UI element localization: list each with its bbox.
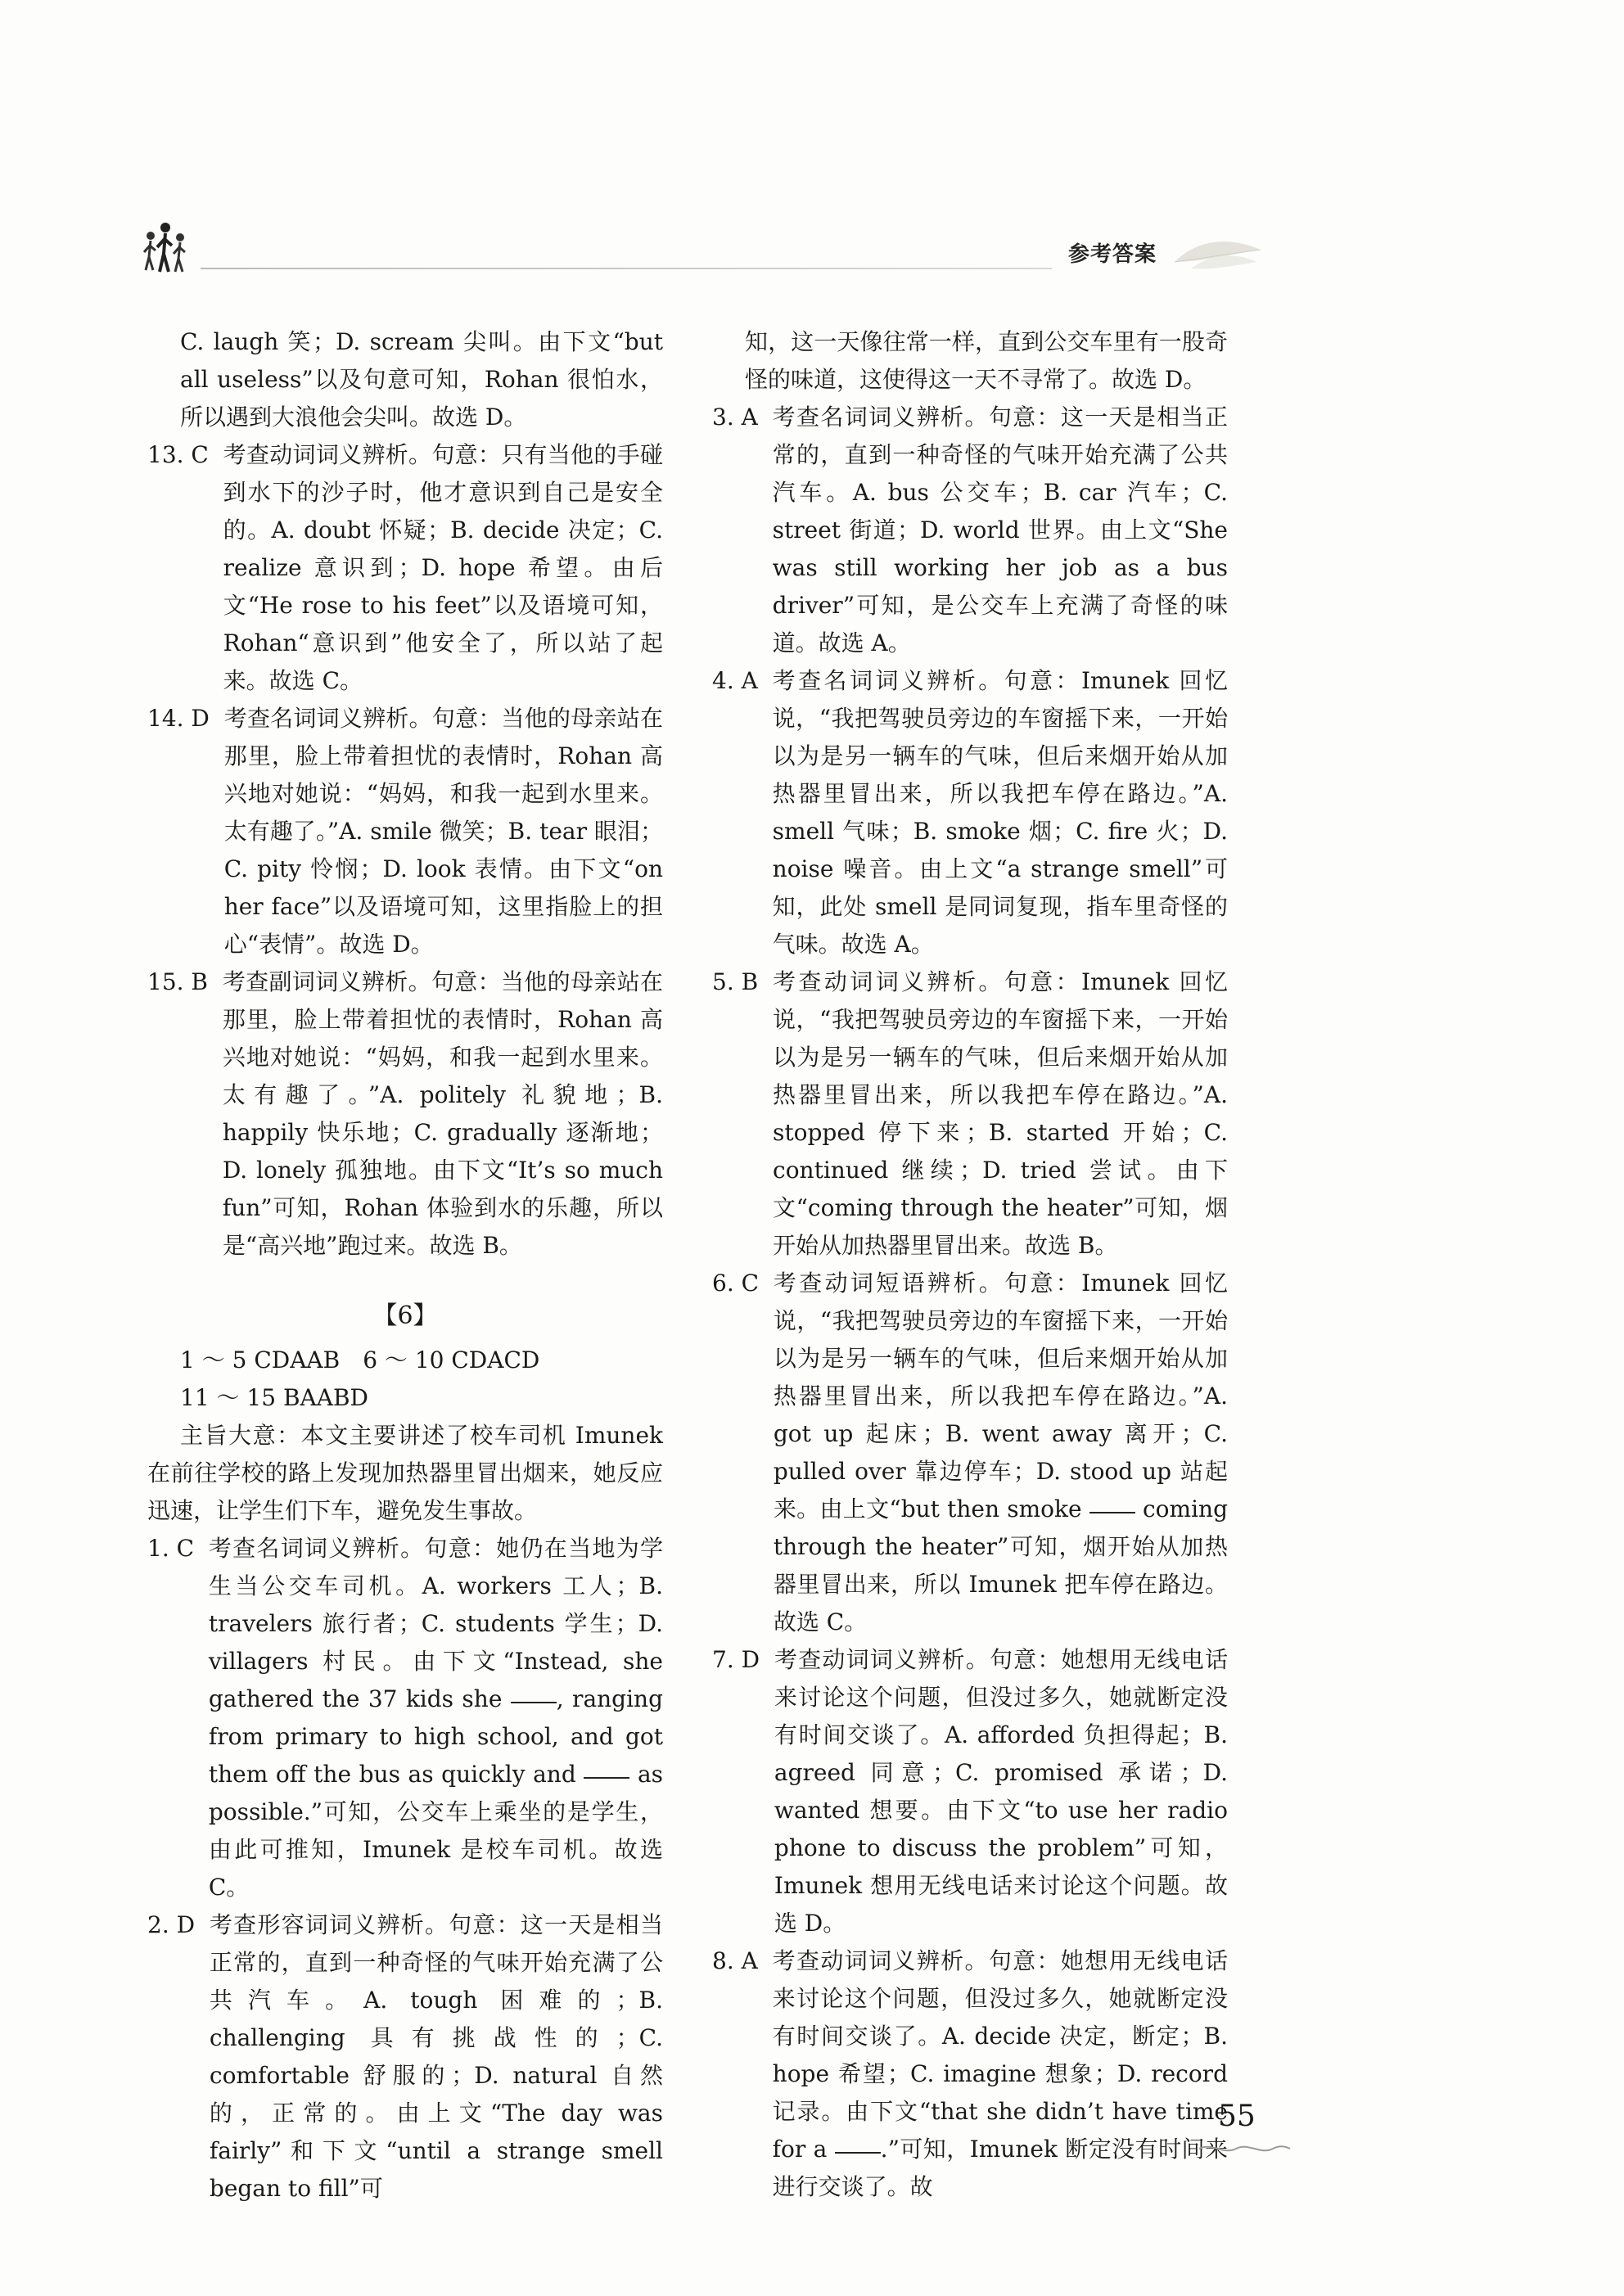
- header-rule: [201, 268, 1052, 269]
- answer-explanation: 考查动词词义辨析。句意：Imunek 回忆说，“我把驾驶员旁边的车窗摇下来，一开始以为是另一辆车的气味，但后来烟开始从加热器里冒出来，所以我把车停在路边。”A. stopped 停下来；B. started 开始；C. continued 继续；D. tried 尝试。由下文“coming through the heater”可知，烟开始从加热器里冒出来。故选 B。: [773, 968, 1228, 1259]
- summary-text: 主旨大意：本文主要讲述了校车司机 Imunek 在前往学校的路上发现加热器里冒出烟来，她反应迅速，让学生们下车，避免发生事故。: [147, 1422, 663, 1524]
- answer-number: 7. D: [712, 1646, 760, 1673]
- answer-explanation: 考查动词词义辨析。句意：她想用无线电话来讨论这个问题，但没过多久，她就断定没有时间交谈了。A. afforded 负担得起；B. agreed 同意；C. promised 承诺；D. wanted 想要。由下文“to use her radio phone to discuss the problem”可知，Imunek 想用无线电话来讨论这个问题。故选 D。: [774, 1646, 1228, 1937]
- answer-explanation: 考查形容词词义辨析。句意：这一天是相当正常的，直到一种奇怪的气味开始充满了公共汽车。A. tough 困难的；B. challenging 具有挑战性的；C. comfortable 舒服的；D. natural 自然的，正常的。由上文“The day was fairly”和下文“until a strange smell began to fill”可: [209, 1911, 663, 2202]
- answer-explanation: [209, 1530, 663, 1906]
- answer-number: 14. D: [147, 705, 210, 732]
- answer-number: 13. C: [147, 441, 209, 468]
- answer-item-4: [712, 662, 1228, 963]
- answer-key-line-2: 11 ～ 15 BAABD: [180, 1384, 369, 1411]
- answer-explanation: 考查名词词义辨析。句意：这一天是相当正常的，直到一种奇怪的气味开始充满了公共汽车。A. bus 公交车；B. car 汽车；C. street 街道；D. world 世界。由上文“She was still working her job as a bus driver”可知，是公交车上充满了奇怪的味道。故选 A。: [772, 404, 1228, 656]
- answer-item-5: [712, 963, 1228, 1265]
- answer-number: 15. B: [147, 968, 209, 995]
- explanation-part-2: coming through the heater”可知，烟开始从加热器里冒出来，所以 Imunek 把车停在路边。故选 C。: [773, 1495, 1229, 1635]
- fill-blank: [1089, 1511, 1135, 1513]
- answer-explanation: 考查名词词义辨析。句意：Imunek 回忆说，“我把驾驶员旁边的车窗摇下来，一开始以为是另一辆车的气味，但后来烟开始从加热器里冒出来，所以我把车停在路边。”A. smell 气味；B. smoke 烟；C. fire 火；D. noise 噪音。由上文“a strange smell”可知，此处 smell 是同词复现，指车里奇怪的气味。故选 A。: [772, 667, 1228, 958]
- explanation-part-1: 考查名词词义辨析。句意：她仍在当地为学生当公交车司机。A. workers 工人；B. travelers 旅行者；C. students 学生；D. villagers 村民。由下文“Instead, she gathered the 37 kids she: [208, 1535, 663, 1712]
- answer-number: 4. A: [712, 667, 758, 694]
- answer-item-15: [147, 963, 663, 1265]
- explanation-part-3: as possible.”可知，公交车上乘坐的是学生，由此可推知，Imunek 是校车司机。故选 C。: [208, 1761, 663, 1901]
- answer-explanation: [774, 1265, 1228, 1641]
- answer-number: 1. C: [147, 1535, 195, 1562]
- answer-number: 2. D: [147, 1911, 196, 1938]
- answer-explanation: 考查名词词义辨析。句意：当他的母亲站在那里，脸上带着担忧的表情时，Rohan 高兴地对她说：“妈妈，和我一起到水里来。太有趣了。”A. smile 微笑；B. tear 眼泪；C. pity 怜悯；D. look 表情。由下文“on her face”以及语境可知，这里指脸上的担心“表情”。故选 D。: [223, 705, 663, 958]
- fill-blank: [511, 1701, 557, 1703]
- answer-item-2: [147, 1906, 663, 2208]
- answer-number: 3. A: [712, 404, 758, 431]
- right-intro-text: 知，这一天像往常一样，直到公交车里有一股奇怪的味道，这使得这一天不寻常了。故选 D。: [745, 328, 1228, 393]
- answer-number: 5. B: [712, 968, 759, 995]
- header-title: 参考答案: [1068, 242, 1157, 267]
- explanation-part-1: 考查动词短语辨析。句意：Imunek 回忆说，“我把驾驶员旁边的车窗摇下来，一开始以为是另一辆车的气味，但后来烟开始从加热器里冒出来，所以我把车停在路边。”A. got up 起床；B. went away 离开；C. pulled over 靠边停车；D. stood up 站起来。由上文“but then smoke: [773, 1270, 1228, 1522]
- answer-item-13: [147, 436, 663, 700]
- explanation-part-2: .”可知，Imunek 断定没有时间来进行交谈了。故: [772, 2136, 1228, 2200]
- answer-explanation: 考查动词词义辨析。句意：只有当他的手碰到水下的沙子时，他才意识到自己是安全的。A. doubt 怀疑；B. decide 决定；C. realize 意识到；D. hope 希望。由后文“He rose to his feet”以及语境可知，Rohan“意识到”他安全了，所以站了起来。故选 C。: [223, 441, 663, 694]
- right-column: [712, 323, 1228, 2206]
- answer-item-6: [712, 1265, 1228, 1641]
- answer-item-14: [147, 700, 663, 963]
- answer-explanation: [773, 1942, 1228, 2206]
- answer-key-line-1: 1 ～ 5 CDAAB 6 ～ 10 CDACD: [180, 1346, 540, 1374]
- answer-explanation: 考查副词词义辨析。句意：当他的母亲站在那里，脸上带着担忧的表情时，Rohan 高兴地对她说：“妈妈，和我一起到水里来。太有趣了。”A. politely 礼貌地；B. happily 快乐地；C. gradually 逐渐地；D. lonely 孤独地。由下文“It’s so much fun”可知，Rohan 体验到水的乐趣，所以是“高兴地”跑过来。故选 B。: [222, 968, 663, 1259]
- runners-logo-icon: [139, 221, 188, 278]
- section-title: 【6】: [372, 1301, 438, 1330]
- answer-item-3: [712, 399, 1228, 662]
- fill-blank: [835, 2151, 881, 2154]
- explanation-part-1: 考查动词词义辨析。句意：她想用无线电话来讨论这个问题，但没过多久，她就断定没有时间交谈了。A. decide 决定，断定；B. hope 希望；C. imagine 想象；D. record 记录。由下文“that she didn’t have time for a: [772, 1947, 1228, 2163]
- answer-item-8: [712, 1942, 1228, 2206]
- leaf-ornament-icon: [1166, 229, 1265, 278]
- explanation-part-2: , ranging from primary to high school, and got them off the bus as quickly and: [208, 1685, 664, 1788]
- fill-blank: [584, 1776, 629, 1779]
- left-intro-text: C. laugh 笑；D. scream 尖叫。由下文“but all useless”以及句意可知，Rohan 很怕水，所以遇到大浪他会尖叫。故选 D。: [180, 328, 663, 431]
- answer-item-7: [712, 1641, 1228, 1942]
- answer-number: 6. C: [712, 1270, 760, 1297]
- footer-ornament-icon: [1195, 2140, 1293, 2157]
- answer-item-1: [147, 1530, 663, 1906]
- left-column: [147, 323, 663, 2208]
- page-number: 55: [1218, 2100, 1256, 2133]
- answer-number: 8. A: [712, 1947, 758, 1974]
